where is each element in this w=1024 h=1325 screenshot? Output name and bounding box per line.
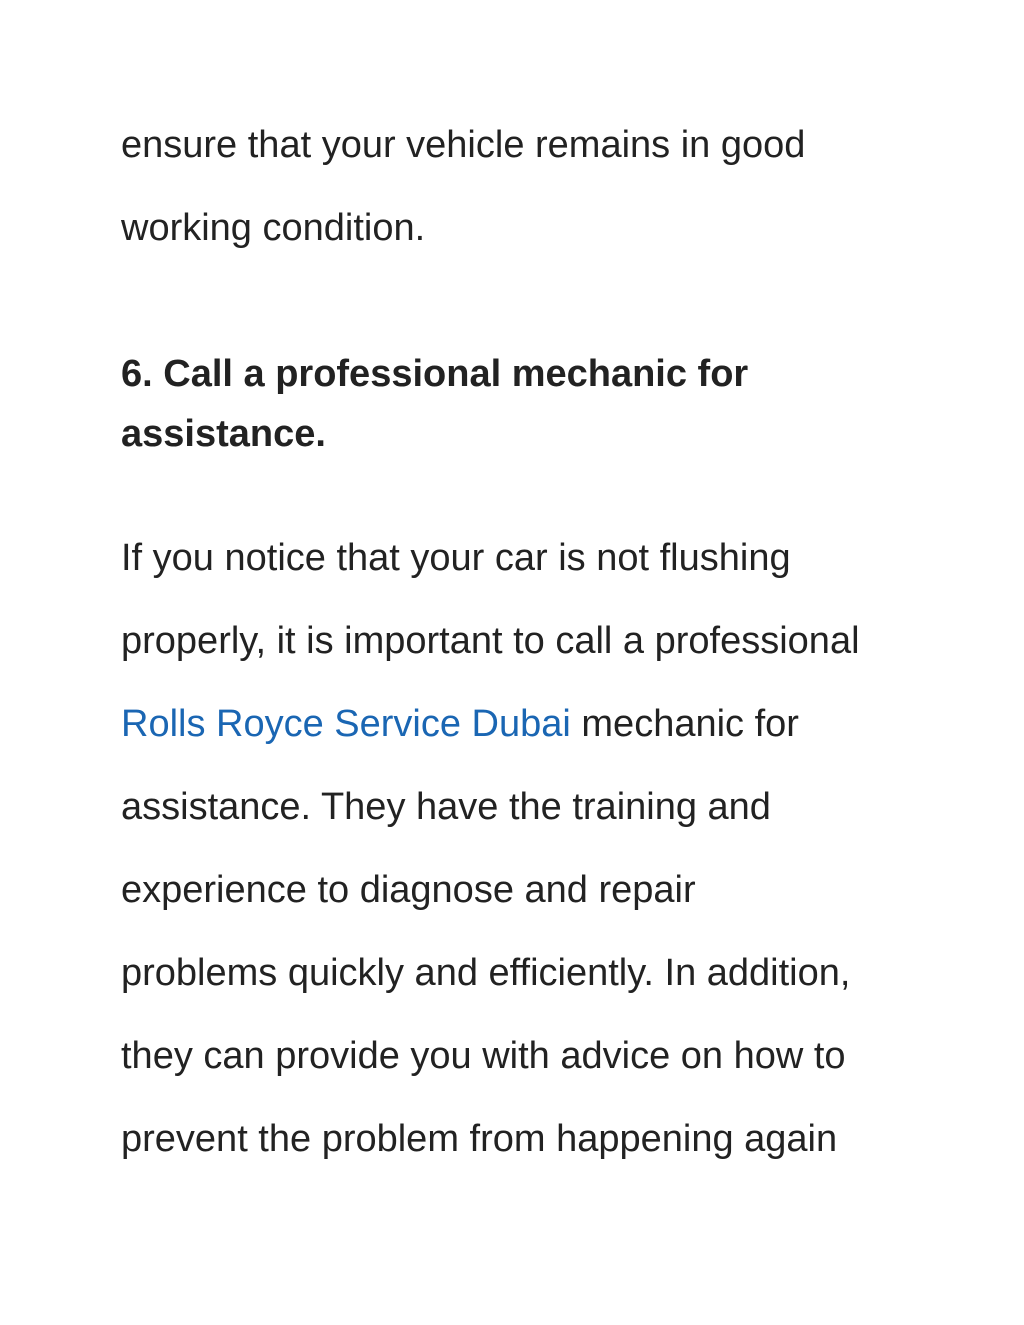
intro-paragraph-line-1: ensure that your vehicle remains in good: [121, 124, 806, 166]
body-paragraph-line-6: problems quickly and efficiently. In addition,: [121, 952, 851, 994]
body-paragraph-line-3-text: mechanic for: [570, 703, 799, 745]
body-paragraph-line-3: [121, 701, 799, 747]
body-paragraph-line-7: they can provide you with advice on how to: [121, 1035, 846, 1077]
intro-paragraph-line-2: working condition.: [121, 207, 426, 249]
section-heading-line-2: assistance.: [121, 413, 326, 455]
body-paragraph-line-8: prevent the problem from happening again: [121, 1118, 838, 1160]
body-paragraph-line-4: assistance. They have the training and: [121, 786, 771, 828]
body-paragraph-line-2: properly, it is important to call a professional: [121, 620, 860, 662]
body-paragraph-line-1: If you notice that your car is not flushing: [121, 537, 791, 579]
body-paragraph-line-5: experience to diagnose and repair: [121, 869, 696, 911]
section-heading-line-1: 6. Call a professional mechanic for: [121, 353, 749, 395]
rolls-royce-service-dubai-link[interactable]: Rolls Royce Service Dubai: [121, 703, 571, 745]
